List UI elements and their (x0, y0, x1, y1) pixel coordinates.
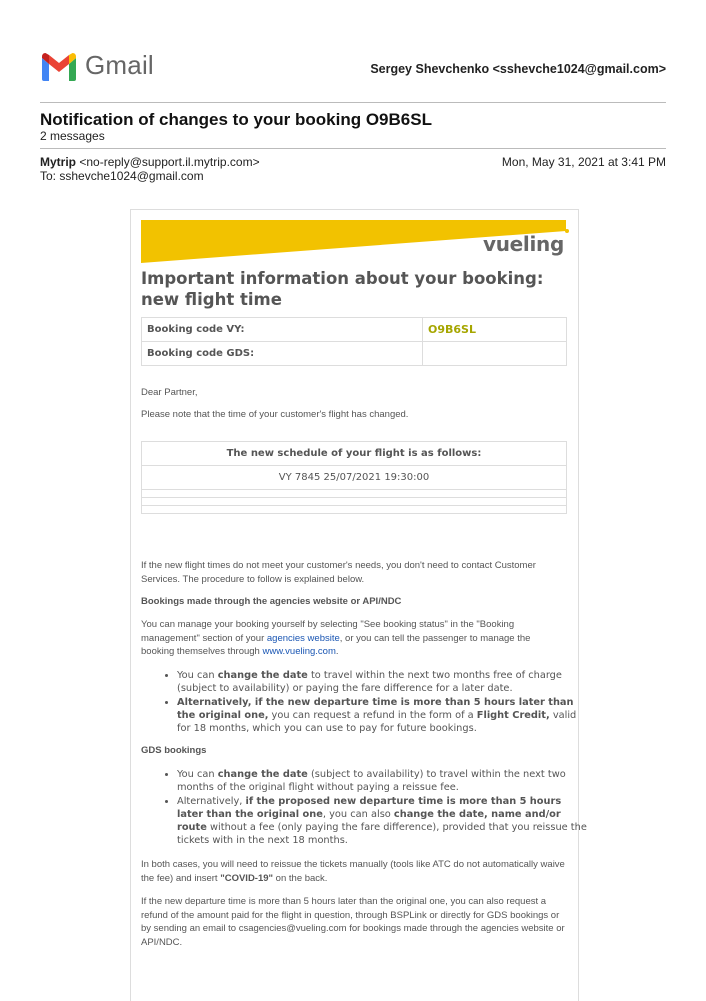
refund-text: If the new departure time is more than 5 hours later than the original one, you can also request a refund of the amount paid for the flight in question, through BSPLink or directly for GDS bookings or by sending an email to csagencies@vueling.com for bookings made through the agencies website or API/NDC. (141, 896, 565, 948)
table-row (142, 466, 567, 490)
email-body (130, 209, 587, 1001)
list-item: • You can change the date (subject to availability) to travel within the next two months of the original flight without paying a reissue fee. (177, 768, 587, 795)
vy-code-value: O9B6SL (423, 318, 567, 342)
sender-name: Mytrip (40, 155, 76, 169)
agencies-website-link[interactable]: agencies website (266, 632, 340, 644)
vueling-logo (483, 232, 564, 256)
subject-divider (40, 148, 666, 149)
table-row (142, 442, 567, 466)
sender (40, 155, 260, 169)
recipient: To: sshevche1024@gmail.com (40, 169, 204, 183)
agency-heading: Bookings made through the agencies website or API/NDC (141, 596, 402, 607)
gmail-logo (40, 52, 155, 84)
thread-subject: Notification of changes to your booking O9B6SL (40, 110, 432, 129)
list-item: • You can change the date to travel within the next two months free of charge (subject to availability) or paying the fare difference for a later date. (177, 669, 587, 696)
list-item: • Alternatively, if the new departure time is more than 5 hours later than the original one, you can request a refund in the form of a Flight Credit, valid for 18 months, which you can use to pay for future bookings. (177, 696, 587, 736)
message-date: Mon, May 31, 2021 at 3:41 PM (501, 155, 666, 169)
gmail-wordmark: Gmail (85, 50, 154, 80)
gds-code-value (423, 342, 567, 366)
needs-text: If the new flight times do not meet your customer's needs, you don't need to contact Customer Services. The procedure to follow is explained below. (141, 560, 536, 585)
agency-text: You can manage your booking yourself by selecting "See booking status" in the "Booking management" section of your agencies website, or you can tell the passenger to manage the booking themselves through www.vueling.com. (141, 619, 531, 657)
table-row (142, 506, 567, 514)
table-row (142, 318, 567, 342)
list-item: • Alternatively, if the proposed new departure time is more than 5 hours later than the original one, you can also change the date, name and/or route without a fee (only paying the fare difference), provided that you reissue the tickets with in the next 18 months. (177, 795, 587, 848)
logo-dot-icon (565, 229, 569, 233)
gds-code-label: Booking code GDS: (142, 342, 423, 366)
headline-line-2: new flight time (141, 290, 282, 309)
account-label: Sergey Shevchenko <sshevche1024@gmail.com> (370, 62, 666, 76)
schedule-header: The new schedule of your flight is as follows: (142, 442, 567, 466)
header-divider (40, 102, 666, 103)
schedule-table (141, 441, 567, 514)
intro-text: Please note that the time of your customer's flight has changed. (141, 409, 409, 420)
email-headline (141, 268, 561, 310)
schedule-flight: VY 7845 25/07/2021 19:30:00 (142, 466, 567, 490)
table-row (142, 490, 567, 498)
table-row (142, 342, 567, 366)
booking-codes-table (141, 317, 567, 366)
greeting: Dear Partner, (141, 387, 198, 398)
gmail-m-icon (40, 52, 78, 82)
gds-heading: GDS bookings (141, 745, 207, 756)
message-count: 2 messages (40, 129, 105, 143)
gds-options-list (141, 768, 587, 848)
headline-line-1: Important information about your booking: (141, 269, 544, 288)
sender-address: <no-reply@support.il.mytrip.com> (79, 155, 260, 169)
agency-options-list (141, 669, 587, 735)
table-row (142, 498, 567, 506)
both-cases-text: In both cases, you will need to reissue the tickets manually (tools like ATC do not automatically waive the fee) and insert "COVID-19" on the back. (141, 859, 565, 884)
vueling-link[interactable]: www.vueling.com (262, 646, 336, 657)
vueling-wordmark: vueling (482, 232, 564, 256)
vy-code-label: Booking code VY: (142, 318, 423, 342)
